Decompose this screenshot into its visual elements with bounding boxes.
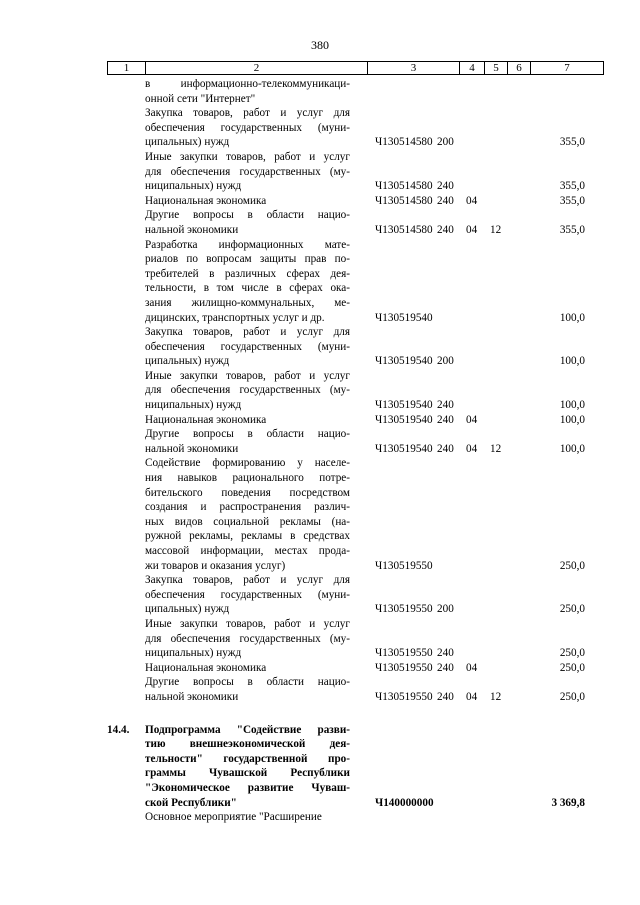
amount: 100,0: [559, 311, 585, 324]
row-description: [145, 661, 350, 676]
row-description: [145, 675, 350, 704]
row-number: [107, 77, 145, 106]
description-line: Содействие формированию у населе-: [145, 457, 350, 470]
description-line: нальной экономики: [145, 690, 239, 703]
description-line: ципальных) нужд: [145, 136, 230, 149]
description-line: Иные закупки товаров, работ и услуг: [145, 150, 350, 163]
amount: 100,0: [559, 399, 585, 412]
row-number: [107, 106, 145, 150]
target-code: Ч130514580: [375, 180, 433, 193]
description-line: "Экономическое развитие Чуваш-: [145, 781, 350, 794]
expense-type: 240: [437, 223, 454, 236]
row-description: [145, 617, 350, 661]
amount: 3 369,8: [551, 796, 585, 809]
expense-type: 240: [437, 690, 454, 703]
target-code: Ч130519540: [375, 442, 433, 455]
description-line: ния навыков рационального потре-: [145, 472, 350, 485]
description-line: жи товаров и оказания услуг): [145, 559, 286, 572]
expense-type: 200: [437, 355, 454, 368]
description-line: для обеспечения государственных (му-: [145, 632, 350, 645]
description-line: нальной экономики: [145, 442, 239, 455]
amount: 355,0: [559, 194, 585, 207]
row-description: [145, 150, 350, 194]
description-line: обеспечения государственных (муни-: [145, 588, 350, 601]
target-code: Ч130514580: [375, 136, 433, 149]
table-row: [0, 427, 640, 456]
table-row: [0, 413, 640, 428]
row-description: [145, 369, 350, 413]
target-code: Ч130519540: [375, 413, 433, 426]
expense-type: 240: [437, 194, 454, 207]
target-code: Ч130519550: [375, 661, 433, 674]
description-line: зания жилищно-коммунальных, ме-: [145, 296, 350, 309]
description-line: дицинских, транспортных услуг и др.: [145, 311, 325, 324]
description-line: Национальная экономика: [145, 661, 267, 674]
table-row: [0, 208, 640, 237]
description-line: Основное мероприятие "Расширение: [145, 811, 322, 824]
row-description: [145, 325, 350, 369]
target-code: Ч130519540: [375, 399, 433, 412]
target-code: Ч130519550: [375, 603, 433, 616]
header-col-5: 5: [485, 62, 508, 75]
header-col-7: 7: [531, 62, 604, 75]
table-row: [0, 723, 640, 811]
description-line: Иные закупки товаров, работ и услуг: [145, 369, 350, 382]
subsection: 12: [490, 223, 502, 236]
amount: 250,0: [559, 661, 585, 674]
table-row: [0, 77, 640, 106]
target-code: Ч140000000: [375, 796, 434, 809]
table-row: [0, 194, 640, 209]
expense-type: 240: [437, 180, 454, 193]
description-line: Иные закупки товаров, работ и услуг: [145, 617, 350, 630]
table-row: [0, 238, 640, 326]
table-row: [0, 456, 640, 573]
amount: 250,0: [559, 690, 585, 703]
row-description: [145, 238, 350, 326]
description-line: массовой информации, местах прода-: [145, 545, 350, 557]
row-number: [107, 617, 145, 661]
description-line: Национальная экономика: [145, 413, 267, 426]
row-description: [145, 456, 350, 573]
row-number: [107, 675, 145, 704]
expense-type: 240: [437, 413, 454, 426]
description-line: ружной рекламы, рекламы в средствах: [145, 530, 350, 543]
description-line: ципальных) нужд: [145, 355, 230, 368]
header-col-1: 1: [108, 62, 146, 75]
description-line: для обеспечения государственных (му-: [145, 384, 350, 397]
row-number: [107, 456, 145, 573]
table-header: [107, 61, 604, 75]
description-line: ниципальных) нужд: [145, 647, 242, 660]
section: 04: [466, 690, 478, 703]
row-number: [107, 810, 145, 825]
table-row: [0, 810, 640, 825]
description-line: Закупка товаров, работ и услуг для: [145, 574, 350, 587]
expense-type: 200: [437, 136, 454, 149]
description-line: Закупка товаров, работ и услуг для: [145, 326, 350, 339]
section: 04: [466, 442, 478, 455]
table-row: [0, 369, 640, 413]
row-number: [107, 208, 145, 237]
row-description: [145, 106, 350, 150]
row-number: 14.4.: [107, 723, 130, 736]
expense-type: 200: [437, 603, 454, 616]
row-number: [107, 194, 145, 209]
description-line: Другие вопросы в области нацио-: [145, 428, 350, 441]
description-line: Национальная экономика: [145, 194, 267, 207]
expense-type: 240: [437, 442, 454, 455]
row-number: [107, 413, 145, 428]
amount: 100,0: [559, 413, 585, 426]
header-col-3: 3: [368, 62, 460, 75]
expense-type: 240: [437, 647, 454, 660]
row-number: [107, 573, 145, 617]
description-line: ниципальных) нужд: [145, 399, 242, 412]
amount: 355,0: [559, 180, 585, 193]
table-row: [0, 661, 640, 676]
row-number: [107, 238, 145, 326]
row-number: [107, 661, 145, 676]
header-col-6: 6: [508, 62, 531, 75]
section: 04: [466, 413, 478, 426]
description-line: требителей в различных сферах дея-: [145, 267, 350, 280]
row-description: [145, 194, 350, 209]
amount: 355,0: [559, 223, 585, 236]
row-description: [145, 427, 350, 456]
row-description: [145, 723, 350, 811]
amount: 100,0: [559, 355, 585, 368]
description-line: Разработка информационных мате-: [145, 238, 350, 251]
description-line: ципальных) нужд: [145, 603, 230, 616]
description-line: тельности" государственной про-: [145, 752, 350, 765]
row-description: [145, 208, 350, 237]
description-line: тию внешнеэкономической дея-: [145, 738, 350, 751]
target-code: Ч130519540: [375, 311, 433, 324]
amount: 100,0: [559, 442, 585, 455]
amount: 250,0: [559, 603, 585, 616]
expense-type: 240: [437, 399, 454, 412]
table-row: [0, 617, 640, 661]
row-description: [145, 413, 350, 428]
target-code: Ч130519540: [375, 355, 433, 368]
description-line: онной сети "Интернет": [145, 92, 256, 105]
row-number: [107, 369, 145, 413]
description-line: обеспечения государственных (муни-: [145, 340, 350, 353]
description-line: Другие вопросы в области нацио-: [145, 209, 350, 222]
row-description: [145, 810, 350, 825]
description-line: Другие вопросы в области нацио-: [145, 676, 350, 689]
section: 04: [466, 661, 478, 674]
row-number: [107, 150, 145, 194]
section: 04: [466, 194, 478, 207]
row-description: [145, 573, 350, 617]
description-line: ской Республики": [145, 796, 237, 809]
section: 04: [466, 223, 478, 236]
subsection: 12: [490, 442, 502, 455]
description-line: тельности, в том числе в сферах ока-: [145, 282, 350, 295]
target-code: Ч130519550: [375, 559, 433, 572]
table-row: [0, 325, 640, 369]
description-line: бительского поведения посредством: [145, 486, 350, 499]
amount: 250,0: [559, 559, 585, 572]
target-code: Ч130514580: [375, 194, 433, 207]
description-line: для обеспечения государственных (му-: [145, 165, 350, 178]
row-number: [107, 427, 145, 456]
description-line: граммы Чувашской Республики: [145, 767, 350, 780]
description-line: нальной экономики: [145, 223, 239, 236]
target-code: Ч130514580: [375, 223, 433, 236]
header-col-2: 2: [146, 62, 368, 75]
description-line: Закупка товаров, работ и услуг для: [145, 107, 350, 120]
target-code: Ч130519550: [375, 690, 433, 703]
header-col-4: 4: [460, 62, 485, 75]
description-line: в информационно-телекоммуникаци-: [145, 78, 350, 90]
table-row: [0, 573, 640, 617]
target-code: Ч130519550: [375, 647, 433, 660]
expense-type: 240: [437, 661, 454, 674]
table-body: [0, 77, 640, 825]
description-line: риалов по вопросам защиты прав по-: [145, 253, 350, 266]
table-row: [0, 106, 640, 150]
amount: 355,0: [559, 136, 585, 149]
row-description: [145, 77, 350, 106]
subsection: 12: [490, 690, 502, 703]
description-line: ниципальных) нужд: [145, 180, 242, 193]
page-number: 380: [311, 38, 329, 52]
description-line: Подпрограмма "Содействие разви-: [145, 723, 350, 736]
table-row: [0, 675, 640, 704]
amount: 250,0: [559, 647, 585, 660]
description-line: ных видов социальной рекламы (на-: [145, 515, 350, 528]
description-line: обеспечения государственных (муни-: [145, 121, 350, 134]
description-line: создания и распространения различ-: [145, 501, 350, 514]
row-number: [107, 325, 145, 369]
table-row: [0, 150, 640, 194]
